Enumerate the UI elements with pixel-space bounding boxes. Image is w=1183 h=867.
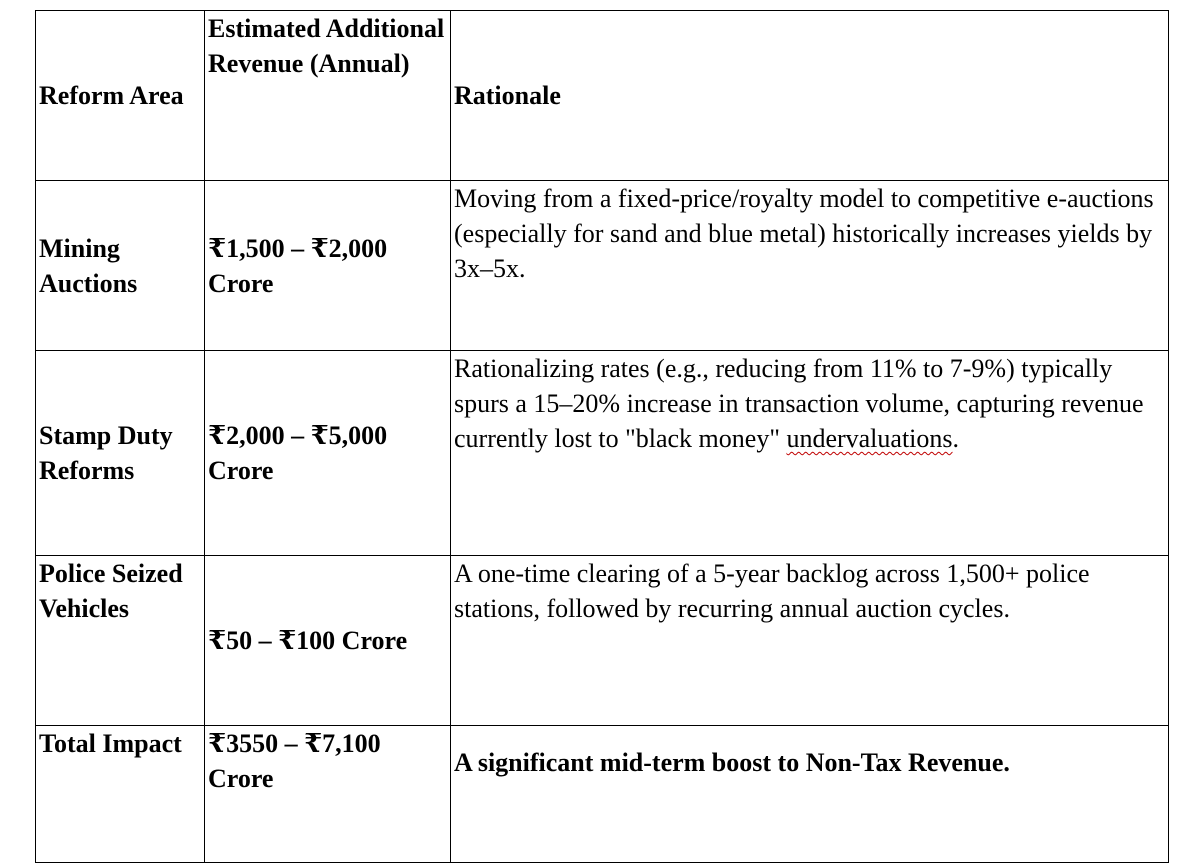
header-reform-area: Reform Area [36,11,205,181]
row-rationale-cell [451,351,1169,556]
row-area-cell: Stamp Duty Reforms [36,351,205,556]
header-estimated-revenue: Estimated Additional Revenue (Annual) [205,11,451,181]
row-revenue-cell: ₹1,500 – ₹2,000 Crore [205,181,451,351]
row-rationale-cell: A one-time clearing of a 5-year backlog across 1,500+ police stations, followed by recurring annual auction cycles. [451,556,1169,726]
row-rationale-cell: Moving from a fixed-price/royalty model to competitive e-auctions (especially for sand and blue metal) historically increases yields by 3x–5x. [451,181,1169,351]
total-area-cell: Total Impact [36,726,205,863]
rationale-text: Rationalizing rates (e.g., reducing from 11% to 7-9%) typically spurs a 15–20% increase in transaction volume, capturing revenue currently lost to "black money" [454,354,1144,453]
header-rationale: Rationale [451,11,1169,181]
spellcheck-flagged-word: undervaluations [786,424,953,453]
table-row [36,351,1169,556]
rationale-text-end: . [952,424,960,453]
total-rationale-cell: A significant mid-term boost to Non-Tax Revenue. [451,726,1169,863]
reform-revenue-table [35,10,1169,863]
row-revenue-cell: ₹50 – ₹100 Crore [205,556,451,726]
table-row [36,181,1169,351]
table-row [36,556,1169,726]
row-area-cell: Police Seized Vehicles [36,556,205,726]
total-revenue-cell: ₹3550 – ₹7,100 Crore [205,726,451,863]
table-header-row [36,11,1169,181]
table-total-row [36,726,1169,863]
row-area-cell: Mining Auctions [36,181,205,351]
row-revenue-cell: ₹2,000 – ₹5,000 Crore [205,351,451,556]
